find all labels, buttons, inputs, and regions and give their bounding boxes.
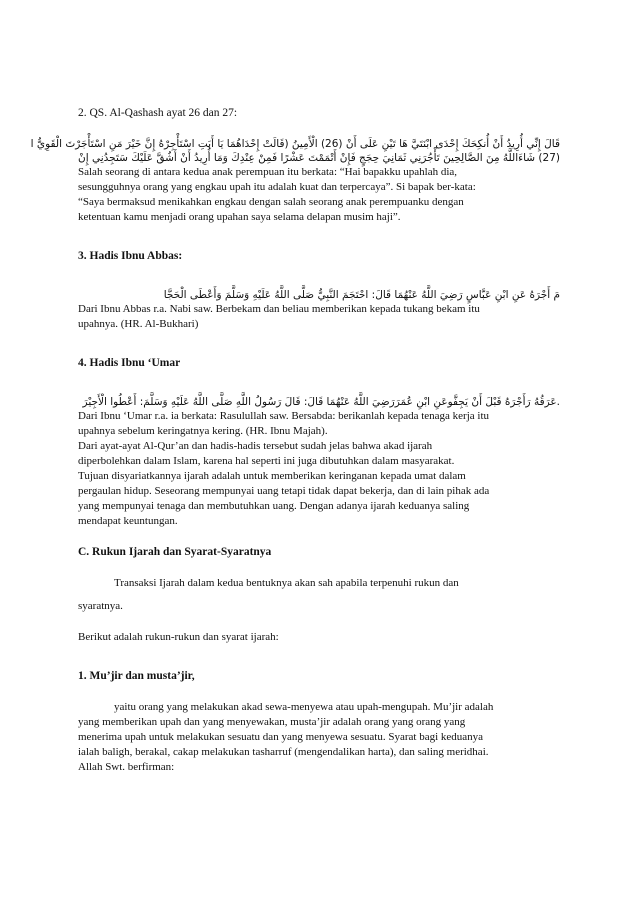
body-line: Berikut adalah rukun-rukun dan syarat ijarah:: [78, 631, 279, 643]
document-page: [30, 106, 560, 775]
translation-line: ketentuan kamu menjadi orang upahan saya selama delapan musim haji”.: [78, 211, 401, 223]
body-line: Tujuan disyariatkannya ijarah adalah untuk memberikan keringanan kepada umat dalam: [78, 470, 466, 482]
body-line: menerima upah untuk melakukan sesuatu dan yang menyewa sesuatu. Syarat bagi keduanya: [78, 731, 484, 743]
section-heading-ibnu-umar: 4. Hadis Ibnu ‘Umar: [78, 357, 181, 369]
translation-line: “Saya bermaksud menikahkan engkau dengan salah seorang anak perempuanku dengan: [78, 196, 464, 208]
section-heading-rukun-ijarah: C. Rukun Ijarah dan Syarat-Syaratnya: [78, 546, 272, 558]
body-line: yang mempunyai tenaga dan membutuhkan uang. Dengan adanya ijarah keduanya saling: [78, 500, 470, 512]
section-heading-mujir: 1. Mu’jir dan musta’jir,: [78, 670, 195, 682]
body-line: syaratnya.: [78, 600, 123, 612]
translation-line: upahnya. (HR. Al-Bukhari): [78, 318, 199, 330]
translation-line: sesungguhnya orang yang engkau upah itu adalah kuat dan terpercaya”. Si bapak ber-kata:: [78, 181, 476, 193]
body-line: pergaulan hidup. Seseorang mempunyai uang tetapi tidak dapat bekerja, dan di lain pihak ada: [78, 485, 490, 497]
body-line: Transaksi Ijarah dalam kedua bentuknya akan sah apabila terpenuhi rukun dan: [114, 577, 459, 589]
body-line: yang memberikan upah dan yang menyewakan, musta’jir adalah orang yang orang yang: [78, 716, 466, 728]
section-heading-qashash: 2. QS. Al-Qashash ayat 26 dan 27:: [78, 107, 238, 119]
arabic-verse-line: (27) شَاءَاللَّهُ مِنَ الصَّالِحِينَ تَأْجُرَنِي ثَمَانِيَ حِجَجٍ فَإِنْ أَتْمَمْتَ عَشْرًا فَمِنْ عِنْدِكَ وَمَا أُرِيدُ أَنْ أَشُقَّ عَلَيْكَ سَتَجِدُنِي إِنْ: [78, 152, 560, 164]
body-line: ialah baligh, berakal, cakap melakukan tasharruf (mengendalikan harta), dan saling meridhai.: [78, 746, 489, 758]
body-line: Allah Swt. berfirman:: [78, 761, 175, 773]
section-heading-ibnu-abbas: 3. Hadis Ibnu Abbas:: [78, 250, 183, 262]
arabic-hadith-line: مَ أَجْرَهُ عَنِ ابْنِ عَبَّاسٍ رَضِيَ اللَّهُ عَنْهُمَا قَالَ: احْتَجَمَ النَّبِيُّ صَلَّى اللَّهُ عَلَيْهِ وَسَلَّمَ وَأَعْطَى الْحَجَّا: [163, 289, 560, 301]
translation-line: Dari Ibnu Abbas r.a. Nabi saw. Berbekam dan beliau memberikan kepada tukang bekam itu: [78, 303, 480, 315]
arabic-verse-line: قَالَ إِنِّي أُرِيدُ أَنْ أُنكِحَكَ إِحْدَى ابْنَتَيَّ هَا تَيْنِ عَلَى أَنْ (26) الْأَمِينُ (قَالَتْ إِحْدَاهُمَا يَا أَبَتِ اسْتَأْجِرْهُ إِنَّ خَيْرَ مَنِ اسْتَأْجَرْتَ الْقَوِيُّ ا: [30, 138, 560, 150]
body-line: Dari ayat-ayat Al-Qur’an dan hadis-hadis tersebut sudah jelas bahwa akad ijarah: [78, 440, 433, 452]
body-line: mendapat keuntungan.: [78, 515, 178, 527]
body-line: diperbolehkan dalam Islam, karena hal seperti ini juga dibutuhkan dalam masyarakat.: [78, 455, 455, 467]
body-line: upahnya sebelum keringatnya kering. (HR. Ibnu Majah).: [78, 425, 328, 437]
body-line: yaitu orang yang melakukan akad sewa-menyewa atau upah-mengupah. Mu’jir adalah: [114, 701, 494, 713]
translation-line: Salah seorang di antara kedua anak perempuan itu berkata: “Hai bapakku upahlah dia,: [78, 166, 458, 178]
body-line: Dari Ibnu ‘Umar r.a. ia berkata: Rasulullah saw. Bersabda: berikanlah kepada tenaga kerja itu: [78, 410, 490, 422]
arabic-hadith-line: .عَرَقُهُ رَأَجْرَهُ قَبْلَ أَنْ يَجِفَّوعَنِ ابْنِ عُمَرَرَضِيَ اللَّهُ عَنْهُمَا قَالَ: قَالَ رَسُولُ اللَّهِ صَلَّى اللَّهُ عَلَيْهِ وَسَلَّمَ: أَعْطُوا الْأَجِيْرَ: [82, 396, 560, 408]
